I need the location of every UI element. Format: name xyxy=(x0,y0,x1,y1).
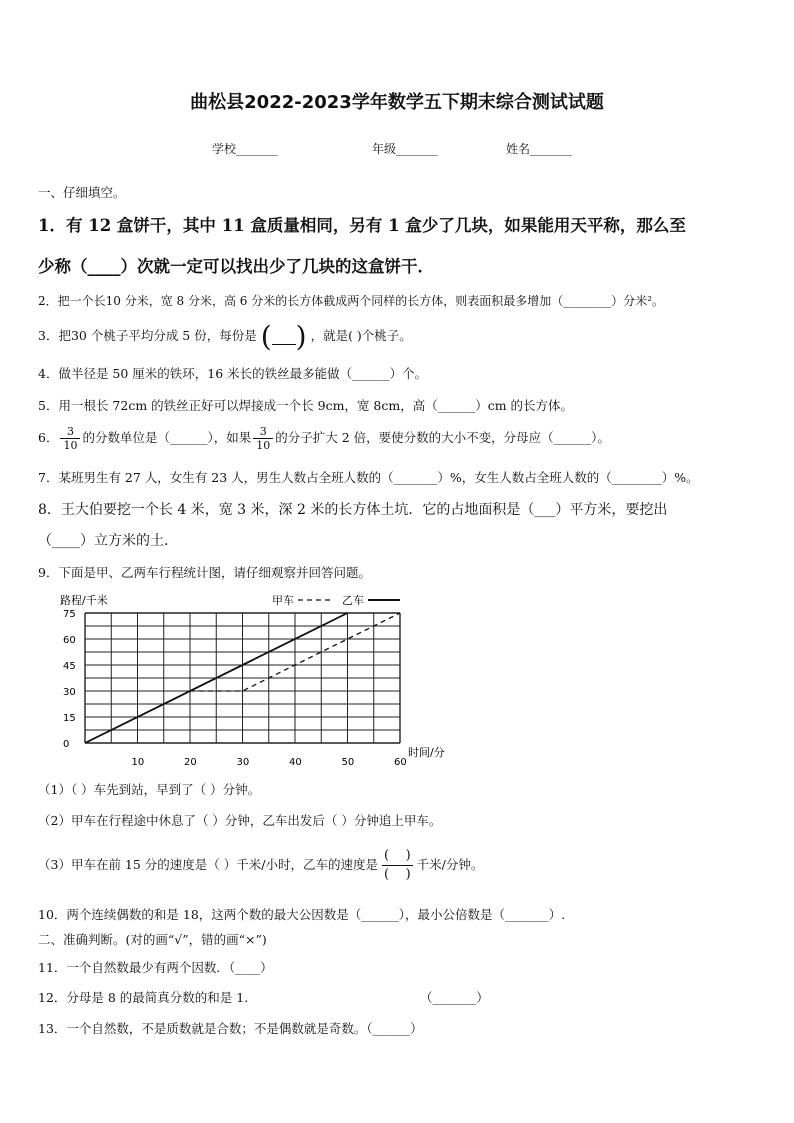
travel-chart xyxy=(40,588,460,778)
question-1-line-2: 少称（____）次就一定可以找出少了几块的这盒饼干． xyxy=(38,257,434,276)
question-13: 13．一个自然数，不是质数就是合数；不是偶数就是奇数。（______） xyxy=(38,1021,423,1036)
school-field: 学校_______ xyxy=(212,142,279,156)
legend xyxy=(272,594,400,607)
x-tick-label: 40 xyxy=(289,757,302,768)
question-11: 11．一个自然数最少有两个因数．（____） xyxy=(38,960,273,975)
question-9-2: （2）甲车在行程途中休息了（ ）分钟，乙车出发后（ ）分钟追上甲车。 xyxy=(38,813,442,828)
question-6 xyxy=(38,421,610,455)
fraction-denominator: 10 xyxy=(63,439,78,452)
question-3-text-b: ，就是( )个桃子。 xyxy=(310,328,412,343)
grade-field: 年级_______ xyxy=(372,142,439,156)
question-7: 7．某班男生有 27 人，女生有 23 人，男生人数占全班人数的（_______）%，女生人数占全班人数的（________）%。 xyxy=(38,470,699,485)
question-10: 10．两个连续偶数的和是 18，这两个数的最大公因数是（______），最小公倍数是（_______）. xyxy=(38,907,566,922)
question-6-number: 6． xyxy=(38,430,59,445)
question-4: 4．做半径是 50 厘米的铁环，16 米长的铁丝最多能做（______）个。 xyxy=(38,366,428,381)
y-tick-label: 0 xyxy=(63,739,70,750)
question-9: 9．下面是甲、乙两车行程统计图，请仔细观察并回答问题。 xyxy=(38,565,371,580)
fraction-numerator: 3 xyxy=(253,426,273,439)
question-6-text-a: 的分数单位是（______），如果 xyxy=(82,430,252,445)
x-tick-label: 50 xyxy=(341,757,355,768)
name-field: 姓名_______ xyxy=(506,142,573,156)
chart-ticks xyxy=(63,609,407,768)
question-8-line-2: （____）立方米的土． xyxy=(38,533,178,549)
section-2-heading: 二、准确判断。(对的画“√”，错的画“×”) xyxy=(38,932,267,947)
y-tick-label: 60 xyxy=(63,635,76,646)
question-3 xyxy=(38,318,412,354)
fraction-3-10-second xyxy=(253,426,273,451)
legend-label-yi: 乙车 xyxy=(342,594,364,607)
legend-label-jia: 甲车 xyxy=(272,594,294,607)
question-5: 5．用一根长 72cm 的铁丝正好可以焊接成一个长 9cm，宽 8cm，高（______）cm 的长方体。 xyxy=(38,398,574,413)
blank-fraction: ( ) xyxy=(260,319,307,353)
question-9-3-text-b: 千米/分钟。 xyxy=(416,857,484,872)
chart-grid xyxy=(85,613,400,743)
y-tick-label: 15 xyxy=(63,713,76,724)
fraction-denominator: 10 xyxy=(256,439,271,452)
question-1-line-1: 1．有 12 盒饼干，其中 11 盒质量相同，另有 1 盒少了几块，如果能用天平称，那么至 xyxy=(38,216,686,235)
x-tick-label: 20 xyxy=(184,757,197,768)
page-title: 曲松县2022-2023学年数学五下期末综合测试试题 xyxy=(190,92,604,113)
x-tick-label: 60 xyxy=(394,757,407,768)
fraction-numerator: 3 xyxy=(60,426,80,439)
x-axis-label: 时间/分 xyxy=(408,746,445,759)
y-axis-label: 路程/千米 xyxy=(60,594,108,607)
y-tick-label: 45 xyxy=(63,661,76,672)
blank-fraction-speed: ( ) ( ) xyxy=(383,848,411,882)
y-tick-label: 75 xyxy=(63,609,76,620)
question-9-3-text-a: （3）甲车在前 15 分的速度是（ ）千米/小时，乙车的速度是 xyxy=(38,857,378,872)
section-1-heading: 一、仔细填空。 xyxy=(38,185,126,200)
question-12-blank: （_______） xyxy=(420,990,489,1005)
question-2: 2．把一个长10 分米，宽 8 分米，高 6 分米的长方体截成两个同样的长方体，则表面积最多增加（________）分米²。 xyxy=(38,294,665,308)
question-8-line-1: 8．王大伯要挖一个长 4 米，宽 3 米，深 2 米的长方体土坑．它的占地面积是（___）平方米，要挖出 xyxy=(38,502,668,518)
question-9-3 xyxy=(38,843,483,887)
fraction-3-10 xyxy=(60,426,80,451)
x-tick-label: 10 xyxy=(131,757,145,768)
question-3-text-a: 3．把30 个桃子平均分成 5 份，每份是 xyxy=(38,328,257,343)
question-9-1: （1）（ ）车先到站，早到了（ ）分钟。 xyxy=(38,782,261,797)
y-tick-label: 30 xyxy=(63,687,76,698)
x-tick-label: 30 xyxy=(236,757,250,768)
question-6-text-b: 的分子扩大 2 倍，要使分数的大小不变，分母应（______）。 xyxy=(275,430,610,445)
question-12: 12．分母是 8 的最简真分数的和是 1. xyxy=(38,990,249,1005)
